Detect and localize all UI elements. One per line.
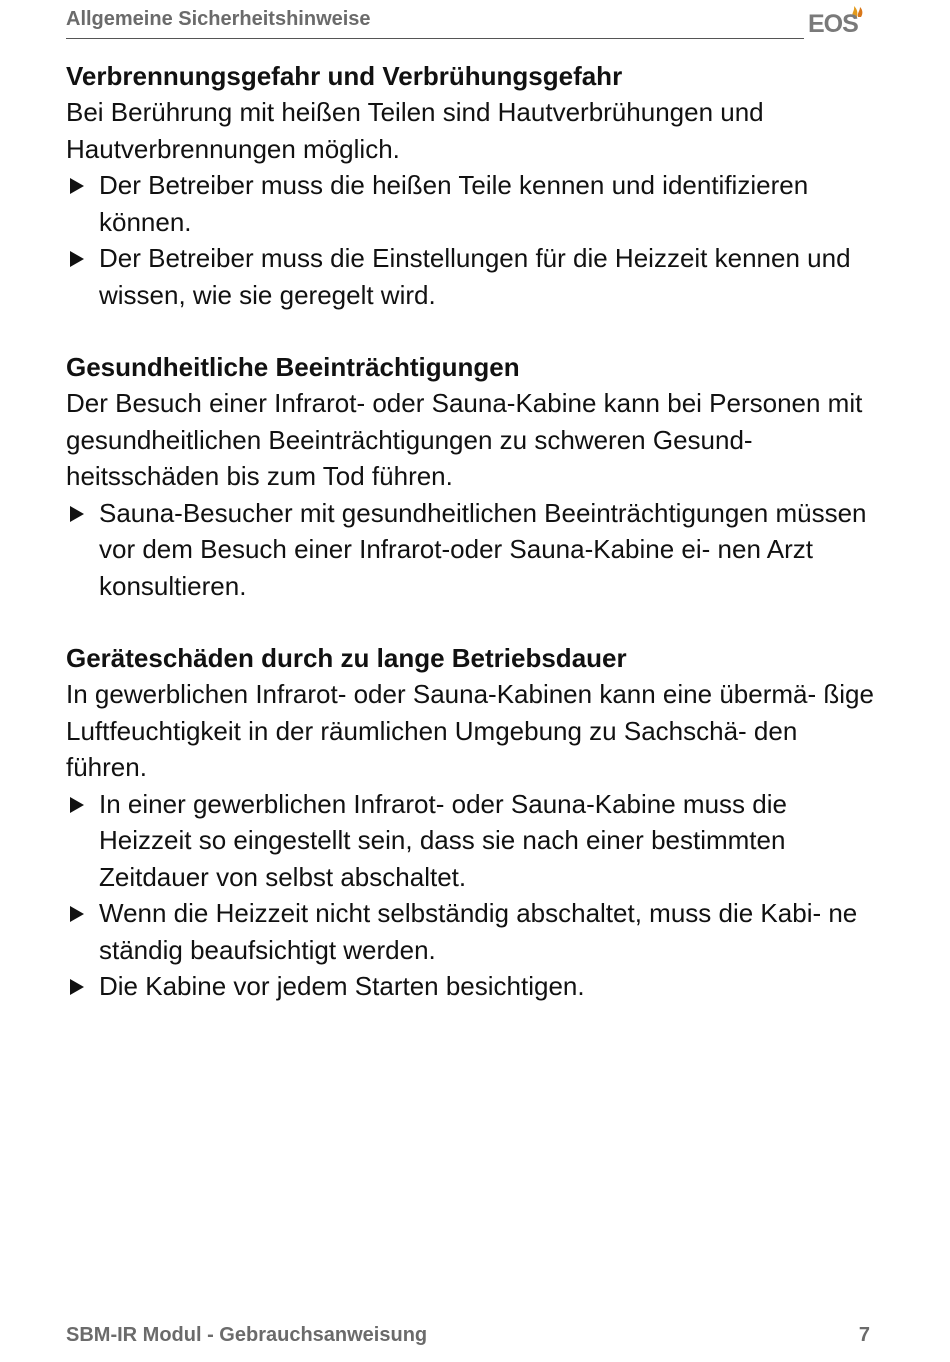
triangle-bullet-icon [70, 979, 84, 995]
list-item [66, 968, 876, 1005]
list-item [66, 240, 876, 313]
list-item-text: Sauna-Besucher mit gesundheitlichen Beeinträchtigungen müssen vor dem Besuch einer Infrarot-oder Sauna-Kabine ei- nen Arzt konsultieren. [99, 497, 867, 601]
list-item [66, 167, 876, 240]
page-header [66, 6, 870, 42]
page-number: 7 [858, 1324, 870, 1346]
section-heading: Gesundheitliche Beeinträchtigungen [66, 352, 520, 382]
list-item-text: Der Betreiber muss die Einstellungen für die Heizzeit kennen und wissen, wie sie geregelt wird. [99, 243, 851, 310]
section-burn-hazard [66, 58, 876, 313]
triangle-bullet-icon [70, 906, 84, 922]
header-title: Allgemeine Sicherheitshinweise [66, 8, 371, 30]
section-paragraph: Der Besuch einer Infrarot- oder Sauna-Kabine kann bei Personen mit gesundheitlichen Beeinträchtigungen zu schweren Gesund- heitsschäden bis zum Tod führen. [66, 388, 863, 491]
list-item-text: Die Kabine vor jedem Starten besichtigen. [99, 971, 585, 1001]
triangle-bullet-icon [70, 251, 84, 267]
page-footer [66, 1324, 870, 1354]
list-item [66, 895, 876, 968]
list-item-text: Wenn die Heizzeit nicht selbständig abschaltet, muss die Kabi- ne ständig beaufsichtigt werden. [99, 898, 858, 965]
bullet-list [66, 167, 876, 313]
section-heading: Geräteschäden durch zu lange Betriebsdauer [66, 643, 627, 673]
triangle-bullet-icon [70, 506, 84, 522]
bullet-list [66, 786, 876, 1005]
section-device-damage [66, 640, 876, 1005]
section-health-impairment [66, 349, 876, 604]
eos-logo [808, 6, 870, 42]
list-item-text: Der Betreiber muss die heißen Teile kennen und identifizieren können. [99, 170, 809, 237]
logo-text: EOS [808, 10, 858, 38]
list-item-text: In einer gewerblichen Infrarot- oder Sauna-Kabine muss die Heizzeit so eingestellt sein, dass sie nach einer bestimmten Zeitdauer von selbst abschaltet. [99, 788, 787, 892]
list-item [66, 495, 876, 605]
triangle-bullet-icon [70, 797, 84, 813]
section-paragraph: In gewerblichen Infrarot- oder Sauna-Kabinen kann eine übermä- ßige Luftfeuchtigkeit in der räumlichen Umgebung zu Sachschä- den führen. [66, 679, 874, 782]
section-paragraph: Bei Berührung mit heißen Teilen sind Hautverbrühungen und Hautverbrennungen möglich. [66, 97, 764, 164]
bullet-list [66, 495, 876, 605]
section-heading: Verbrennungsgefahr und Verbrühungsgefahr [66, 61, 623, 91]
document-title: SBM-IR Modul - Gebrauchsanweisung [66, 1324, 428, 1346]
list-item [66, 786, 876, 896]
page-content [66, 58, 876, 1041]
header-divider [66, 38, 804, 39]
triangle-bullet-icon [70, 178, 84, 194]
